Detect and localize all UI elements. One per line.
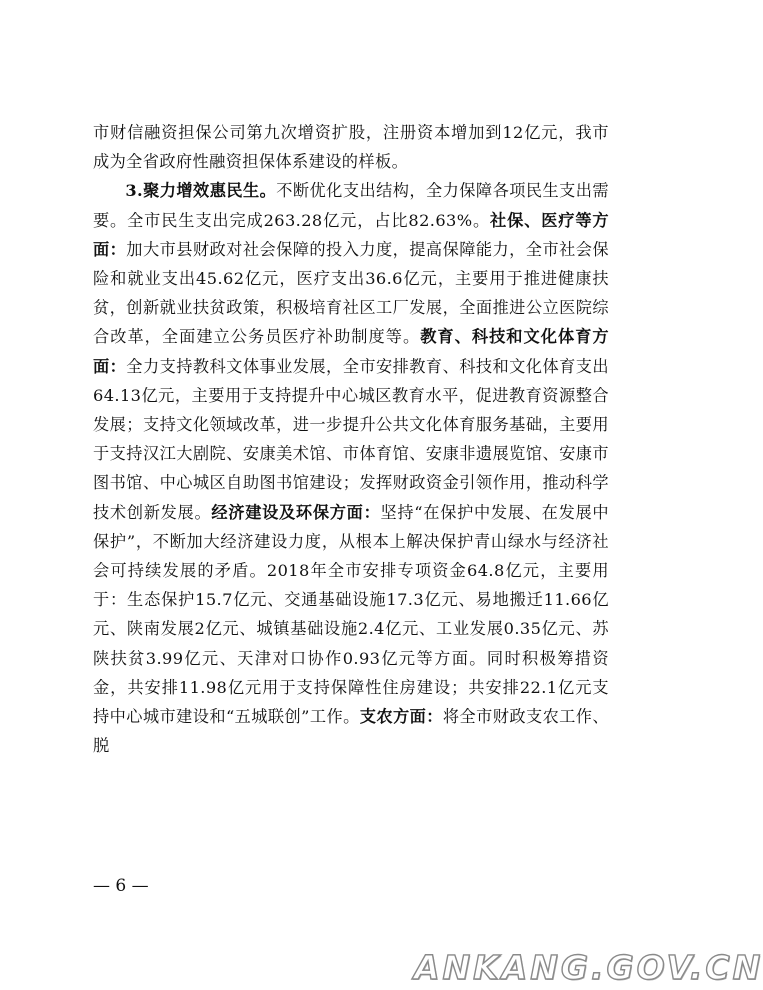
paragraph-intro: 不断优化支出结构，全力保障各项民生支出需要。全市民生支出完成263.28亿元，占比82.63%。 [93, 181, 610, 230]
paragraph-livelihood [93, 176, 609, 760]
social-medical-text: 加大市县财政对社会保障的投入力度，提高保障能力，全市社会保险和就业支出45.62亿元，医疗支出36.6亿元，主要用于推进健康扶贫，创新就业扶贫政策，积极培育社区工厂发展，全面推进公立医院综合改革，全面建立公务员医疗补助制度等。 [93, 239, 609, 347]
section-heading: 3.聚力增效惠民生。 [125, 181, 277, 201]
education-culture-title: 教育、科技和文化体育方面： [93, 327, 609, 376]
paragraph-financing-guarantee [93, 118, 609, 176]
agriculture-support-title: 支农方面： [359, 707, 443, 727]
page-number: — 6 — [93, 876, 149, 896]
economy-environment-text: 坚持“在保护中发展、在发展中保护”，不断加大经济建设力度，从根本上解决保护青山绿水与经济社会可持续发展的矛盾。2018年全市安排专项资金64.8亿元，主要用于：生态保护15.7亿元、交通基础设施17.3亿元、易地搬迁11.66亿元、陕南发展2亿元、城镇基础设施2.4亿元、工业发展0.35亿元、苏陕扶贫3.99亿元、天津对口协作0.93亿元等方面。同时积极筹措资金，共安排11.98亿元用于支持保障性住房建设；共安排22.1亿元支持中心城市建设和“五城联创”工作。 [93, 502, 609, 727]
social-medical-title: 社保、医疗等方面： [93, 210, 609, 259]
education-culture-text: 全力支持教科文体事业发展，全市安排教育、科技和文化体育支出64.13亿元，主要用于支持提升中心城区教育水平，促进教育资源整合发展；支持文化领域改革，进一步提升公共文化体育服务基础，主要用于支持汉江大剧院、安康美术馆、市体育馆、安康非遗展览馆、安康市图书馆、中心城区自助图书馆建设；发挥财政资金引领作用，推动科学技术创新发展。 [93, 356, 609, 522]
site-watermark: ANKANG.GOV.CN [414, 948, 763, 987]
body-text [93, 118, 609, 760]
agriculture-support-text: 将全市财政支农工作、脱 [93, 707, 610, 756]
economy-environment-title: 经济建设及环保方面： [211, 502, 381, 522]
paragraph-text: 市财信融资担保公司第九次增资扩股，注册资本增加到12亿元，我市成为全省政府性融资担保体系建设的样板。 [93, 123, 609, 172]
